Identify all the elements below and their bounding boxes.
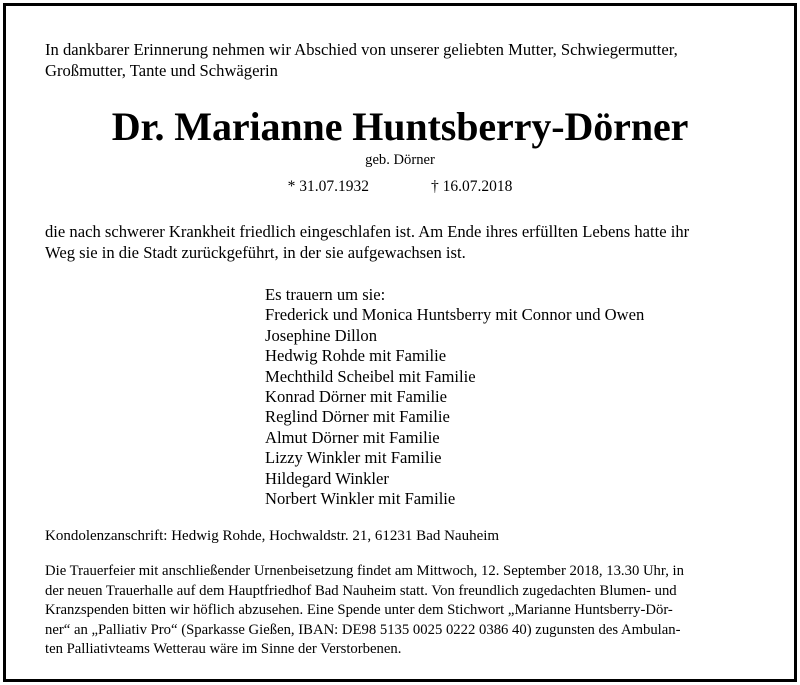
deceased-name: Dr. Marianne Huntsberry-Dörner — [111, 104, 689, 149]
mourners-heading: Es trauern um sie: — [265, 285, 386, 304]
mourner-item: Almut Dörner mit Familie — [265, 427, 440, 447]
mourner-item: Reglind Dörner mit Familie — [265, 407, 450, 427]
death-date: † 16.07.2018 — [431, 178, 513, 195]
mourner-item: Hedwig Rohde mit Familie — [265, 346, 447, 366]
passing-line: Weg sie in die Stadt zurückgeführt, in der sie aufgewachsen ist. — [45, 243, 466, 262]
funeral-line: ten Palliativteams Wetterau wäre im Sinne der Verstorbenen. — [45, 641, 402, 658]
mourner-item: Norbert Winkler mit Familie — [265, 489, 456, 509]
funeral-line: Die Trauerfeier mit anschließender Urnenbeisetzung findet am Mittwoch, 12. September 2018, 13.30 Uhr, in — [45, 563, 684, 579]
mourner-item: Mechthild Scheibel mit Familie — [265, 366, 476, 386]
birth-name: geb. Dörner — [365, 152, 435, 168]
funeral-paragraph — [45, 562, 756, 660]
intro-paragraph — [45, 39, 760, 81]
life-dates — [6, 178, 794, 196]
funeral-line: der neuen Trauerhalle auf dem Hauptfriedhof Bad Nauheim statt. Von freundlich zugedachten Blumen- und — [45, 582, 677, 599]
passing-paragraph — [45, 221, 760, 263]
obituary-notice — [6, 6, 794, 679]
mourner-item: Hildegard Winkler — [265, 468, 389, 488]
mourner-item: Josephine Dillon — [265, 325, 377, 345]
birth-date: * 31.07.1932 — [287, 178, 369, 195]
passing-line: die nach schwerer Krankheit friedlich eingeschlafen ist. Am Ende ihres erfüllten Lebens hatte ihr — [45, 222, 690, 241]
obituary-border — [3, 3, 797, 682]
mourners-list — [265, 285, 644, 509]
mourner-item: Konrad Dörner mit Familie — [265, 387, 448, 407]
mourner-item: Lizzy Winkler mit Familie — [265, 448, 442, 468]
funeral-line: ner“ an „Palliativ Pro“ (Sparkasse Gießen, IBAN: DE98 5135 0025 0222 0386 40) zugunsten des Ambulan- — [45, 621, 681, 638]
condolence-address: Kondolenzanschrift: Hedwig Rohde, Hochwaldstr. 21, 61231 Bad Nauheim — [45, 528, 500, 544]
funeral-line: Kranzspenden bitten wir höflich abzusehen. Eine Spende unter dem Stichwort „Marianne Huntsberry-Dör- — [45, 602, 673, 619]
intro-line: Großmutter, Tante und Schwägerin — [45, 61, 278, 80]
mourner-item: Frederick und Monica Huntsberry mit Connor und Owen — [265, 305, 645, 325]
intro-line: In dankbarer Erinnerung nehmen wir Abschied von unserer geliebten Mutter, Schwiegermutter, — [45, 40, 678, 59]
